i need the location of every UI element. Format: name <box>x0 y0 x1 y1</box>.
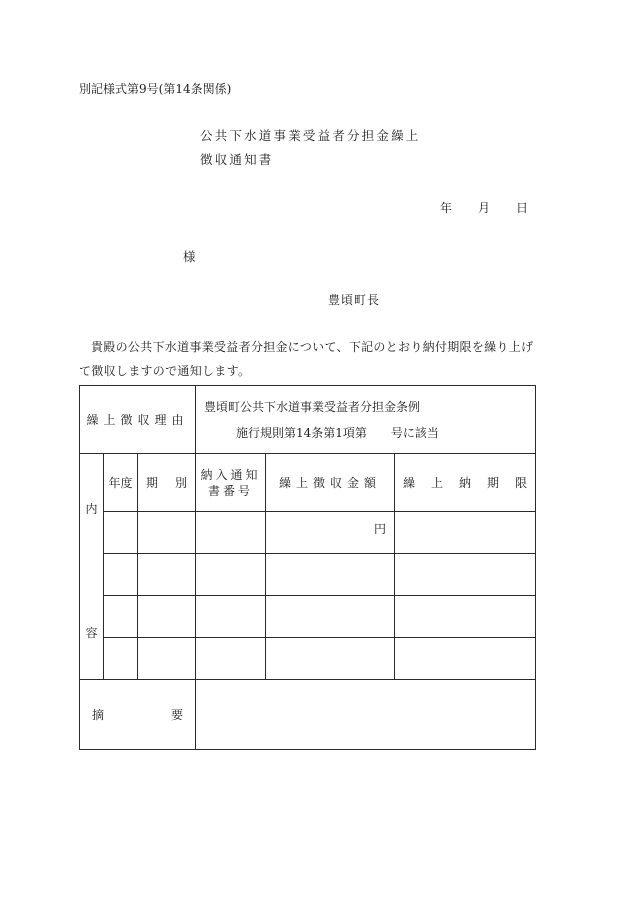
document-title-line1: 公共下水道事業受益者分担金繰上 <box>200 128 421 143</box>
cell-notice-number[interactable] <box>196 512 266 554</box>
header-deadline: 繰 上 納 期 限 <box>395 454 536 512</box>
remarks-row <box>80 680 536 750</box>
cell-notice-number[interactable] <box>196 638 266 680</box>
cell-deadline[interactable] <box>395 638 536 680</box>
header-fiscal-year: 年度 <box>104 454 138 512</box>
date-year: 年 <box>440 201 453 215</box>
yen-unit: 円 <box>374 522 387 536</box>
table-row <box>80 554 536 596</box>
cell-fiscal-year[interactable] <box>104 596 138 638</box>
cell-fiscal-year[interactable] <box>104 512 138 554</box>
cell-notice-number[interactable] <box>196 554 266 596</box>
remarks-field[interactable] <box>196 680 536 750</box>
cell-amount[interactable] <box>266 638 395 680</box>
reason-text <box>196 386 536 454</box>
date-field <box>440 199 528 216</box>
reason-label: 繰上徴収理由 <box>80 386 196 454</box>
form-number: 別記様式第9号(第14条関係) <box>79 82 232 96</box>
header-period: 期 別 <box>138 454 196 512</box>
cell-fiscal-year[interactable] <box>104 638 138 680</box>
contents-label-top: 内 <box>85 502 98 516</box>
cell-deadline[interactable] <box>395 596 536 638</box>
cell-deadline[interactable] <box>395 512 536 554</box>
issuer-name: 豊頃町長 <box>328 293 381 307</box>
reason-row <box>80 386 536 454</box>
cell-amount[interactable] <box>266 554 395 596</box>
header-notice-number: 納入通知 書番号 <box>196 454 266 512</box>
reason-text-line1: 豊頃町公共下水道事業受益者分担金条例 <box>204 399 421 414</box>
remarks-label: 摘 要 <box>80 680 196 750</box>
notice-table <box>79 385 536 750</box>
date-day: 日 <box>516 201 529 215</box>
table-row <box>80 638 536 680</box>
addressee-suffix: 様 <box>183 249 196 264</box>
notice-body-line2: て徴収しますので通知します。 <box>79 364 251 378</box>
table-row <box>80 512 536 554</box>
contents-label <box>80 454 104 680</box>
cell-notice-number[interactable] <box>196 596 266 638</box>
notice-body <box>79 335 559 383</box>
header-amount: 繰上徴収金額 <box>266 454 395 512</box>
cell-period[interactable] <box>138 512 196 554</box>
cell-period[interactable] <box>138 638 196 680</box>
cell-period[interactable] <box>138 596 196 638</box>
contents-label-bottom: 容 <box>85 626 98 640</box>
reason-text-line2: 施行規則第14条第1項第 号に該当 <box>236 425 439 440</box>
cell-amount[interactable] <box>266 512 395 554</box>
date-month: 月 <box>478 201 491 215</box>
cell-period[interactable] <box>138 554 196 596</box>
contents-header-row <box>80 454 536 512</box>
cell-fiscal-year[interactable] <box>104 554 138 596</box>
cell-deadline[interactable] <box>395 554 536 596</box>
table-row <box>80 596 536 638</box>
document-title-line2: 徴収通知書 <box>200 152 274 167</box>
cell-amount[interactable] <box>266 596 395 638</box>
notice-body-line1: 貴殿の公共下水道事業受益者分担金について、下記のとおり納付期限を繰り上げ <box>91 340 534 354</box>
